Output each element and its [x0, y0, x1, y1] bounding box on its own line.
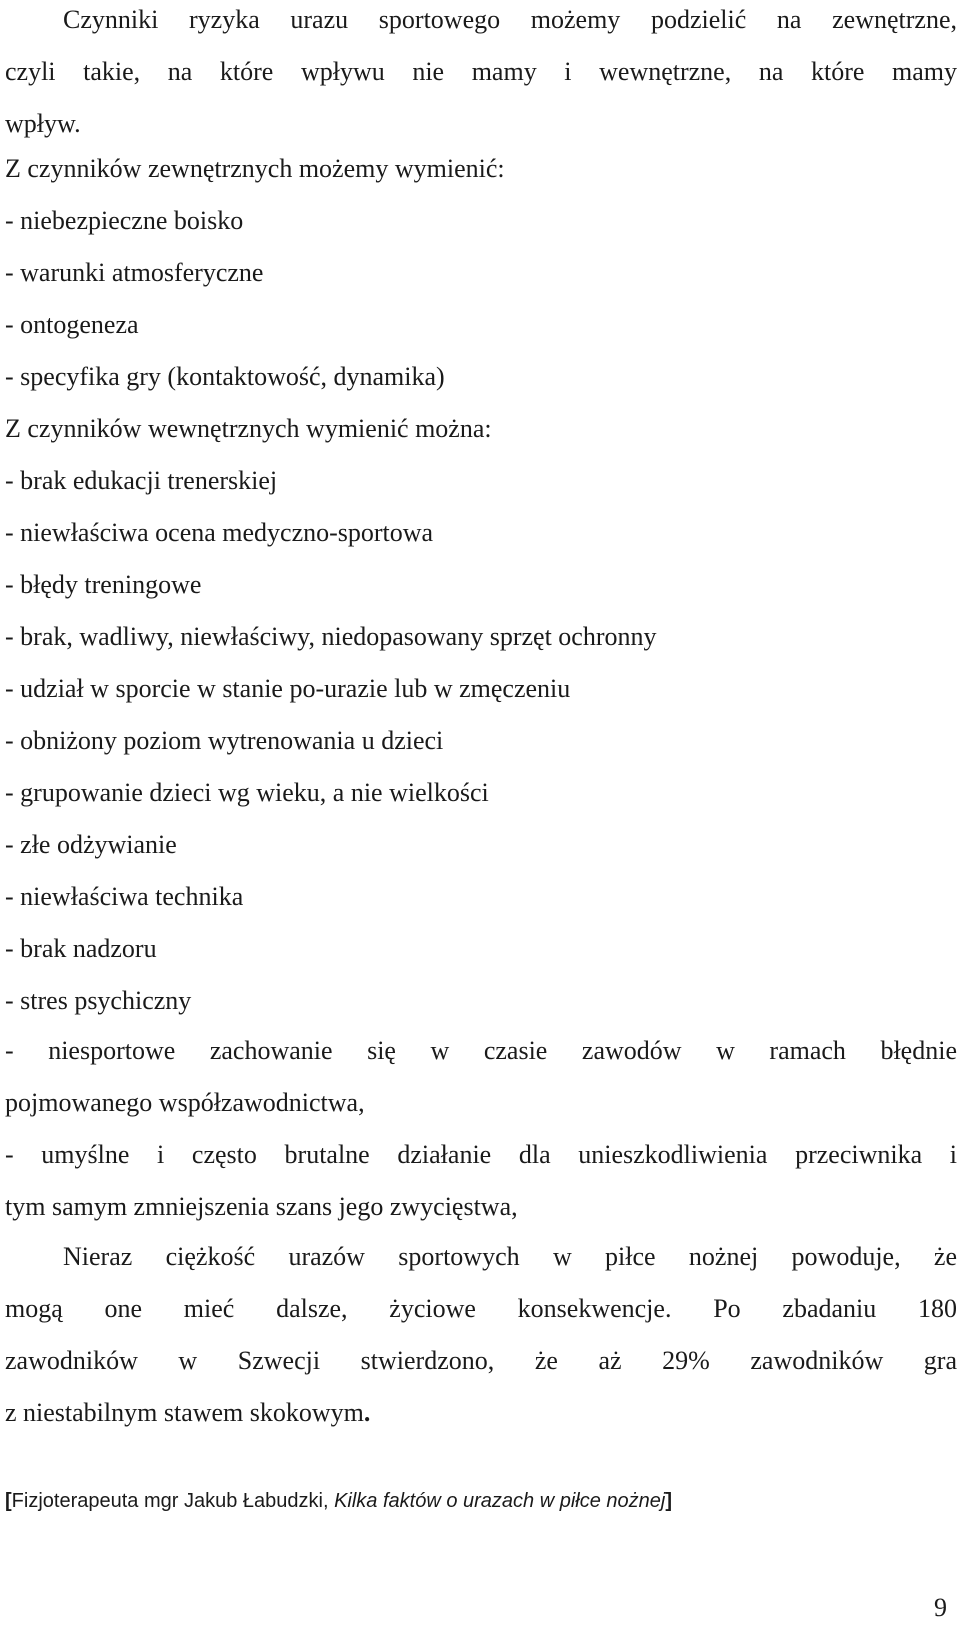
- internal-item-1: - brak edukacji trenerskiej: [5, 466, 278, 495]
- internal-long-item-2-line-1: - umyślne i często brutalne działanie dla unieszkodliwienia przeciwnika i: [5, 1140, 957, 1169]
- internal-long-item-2-line-2: tym samym zmniejszenia szans jego zwycięstwa,: [5, 1192, 518, 1221]
- internal-item-3: - błędy treningowe: [5, 570, 202, 599]
- internal-item-4: - brak, wadliwy, niewłaściwy, niedopasowany sprzęt ochronny: [5, 622, 657, 651]
- internal-long-item-1-line-2: pojmowanego współzawodnictwa,: [5, 1088, 365, 1117]
- internal-long-item-1-line-1: - niesportowe zachowanie się w czasie zawodów w ramach błędnie: [5, 1036, 957, 1065]
- citation: [5, 1486, 672, 1516]
- external-item-2: - warunki atmosferyczne: [5, 258, 264, 287]
- external-item-4: - specyfika gry (kontaktowość, dynamika): [5, 362, 445, 391]
- page-number: 9: [934, 1593, 947, 1622]
- paragraph-2-line-1: Nieraz ciężkość urazów sportowych w piłce nożnej powoduje, że: [63, 1242, 957, 1271]
- citation-open-bracket: [: [5, 1490, 12, 1512]
- internal-item-6: - obniżony poziom wytrenowania u dzieci: [5, 726, 444, 755]
- internal-item-8: - złe odżywianie: [5, 830, 177, 859]
- internal-item-10: - brak nadzoru: [5, 934, 157, 963]
- internal-item-9: - niewłaściwa technika: [5, 882, 244, 911]
- internal-item-5: - udział w sporcie w stanie po-urazie lub w zmęczeniu: [5, 674, 571, 703]
- citation-title: Kilka faktów o urazach w piłce nożnej: [334, 1490, 666, 1512]
- internal-item-11: - stres psychiczny: [5, 986, 192, 1015]
- citation-close-bracket: ]: [665, 1490, 673, 1512]
- internal-item-7: - grupowanie dzieci wg wieku, a nie wielkości: [5, 778, 489, 807]
- external-item-1: - niebezpieczne boisko: [5, 206, 244, 235]
- external-factors-heading: Z czynników zewnętrznych możemy wymienić:: [5, 154, 505, 183]
- paragraph-2-line-3: zawodników w Szwecji stwierdzono, że aż 29% zawodników gra: [5, 1346, 957, 1375]
- paragraph-1-line-2: czyli takie, na które wpływu nie mamy i wewnętrzne, na które mamy: [5, 57, 957, 86]
- document-page: [5, 0, 957, 1648]
- paragraph-2-line-2: mogą one mieć dalsze, życiowe konsekwencje. Po zbadaniu 180: [5, 1294, 957, 1323]
- external-item-3: - ontogeneza: [5, 310, 139, 339]
- paragraph-2-line-4-text: z niestabilnym stawem skokowym: [5, 1398, 364, 1427]
- paragraph-1-line-3: wpływ.: [5, 109, 81, 138]
- paragraph-2-final-period: .: [363, 1398, 371, 1427]
- internal-item-2: - niewłaściwa ocena medyczno-sportowa: [5, 518, 434, 547]
- internal-factors-heading: Z czynników wewnętrznych wymienić można:: [5, 414, 492, 443]
- paragraph-1-line-1: Czynniki ryzyka urazu sportowego możemy podzielić na zewnętrzne,: [63, 5, 957, 34]
- paragraph-2-line-4: [5, 1386, 957, 1440]
- citation-author: Fizjoterapeuta mgr Jakub Łabudzki,: [11, 1490, 335, 1512]
